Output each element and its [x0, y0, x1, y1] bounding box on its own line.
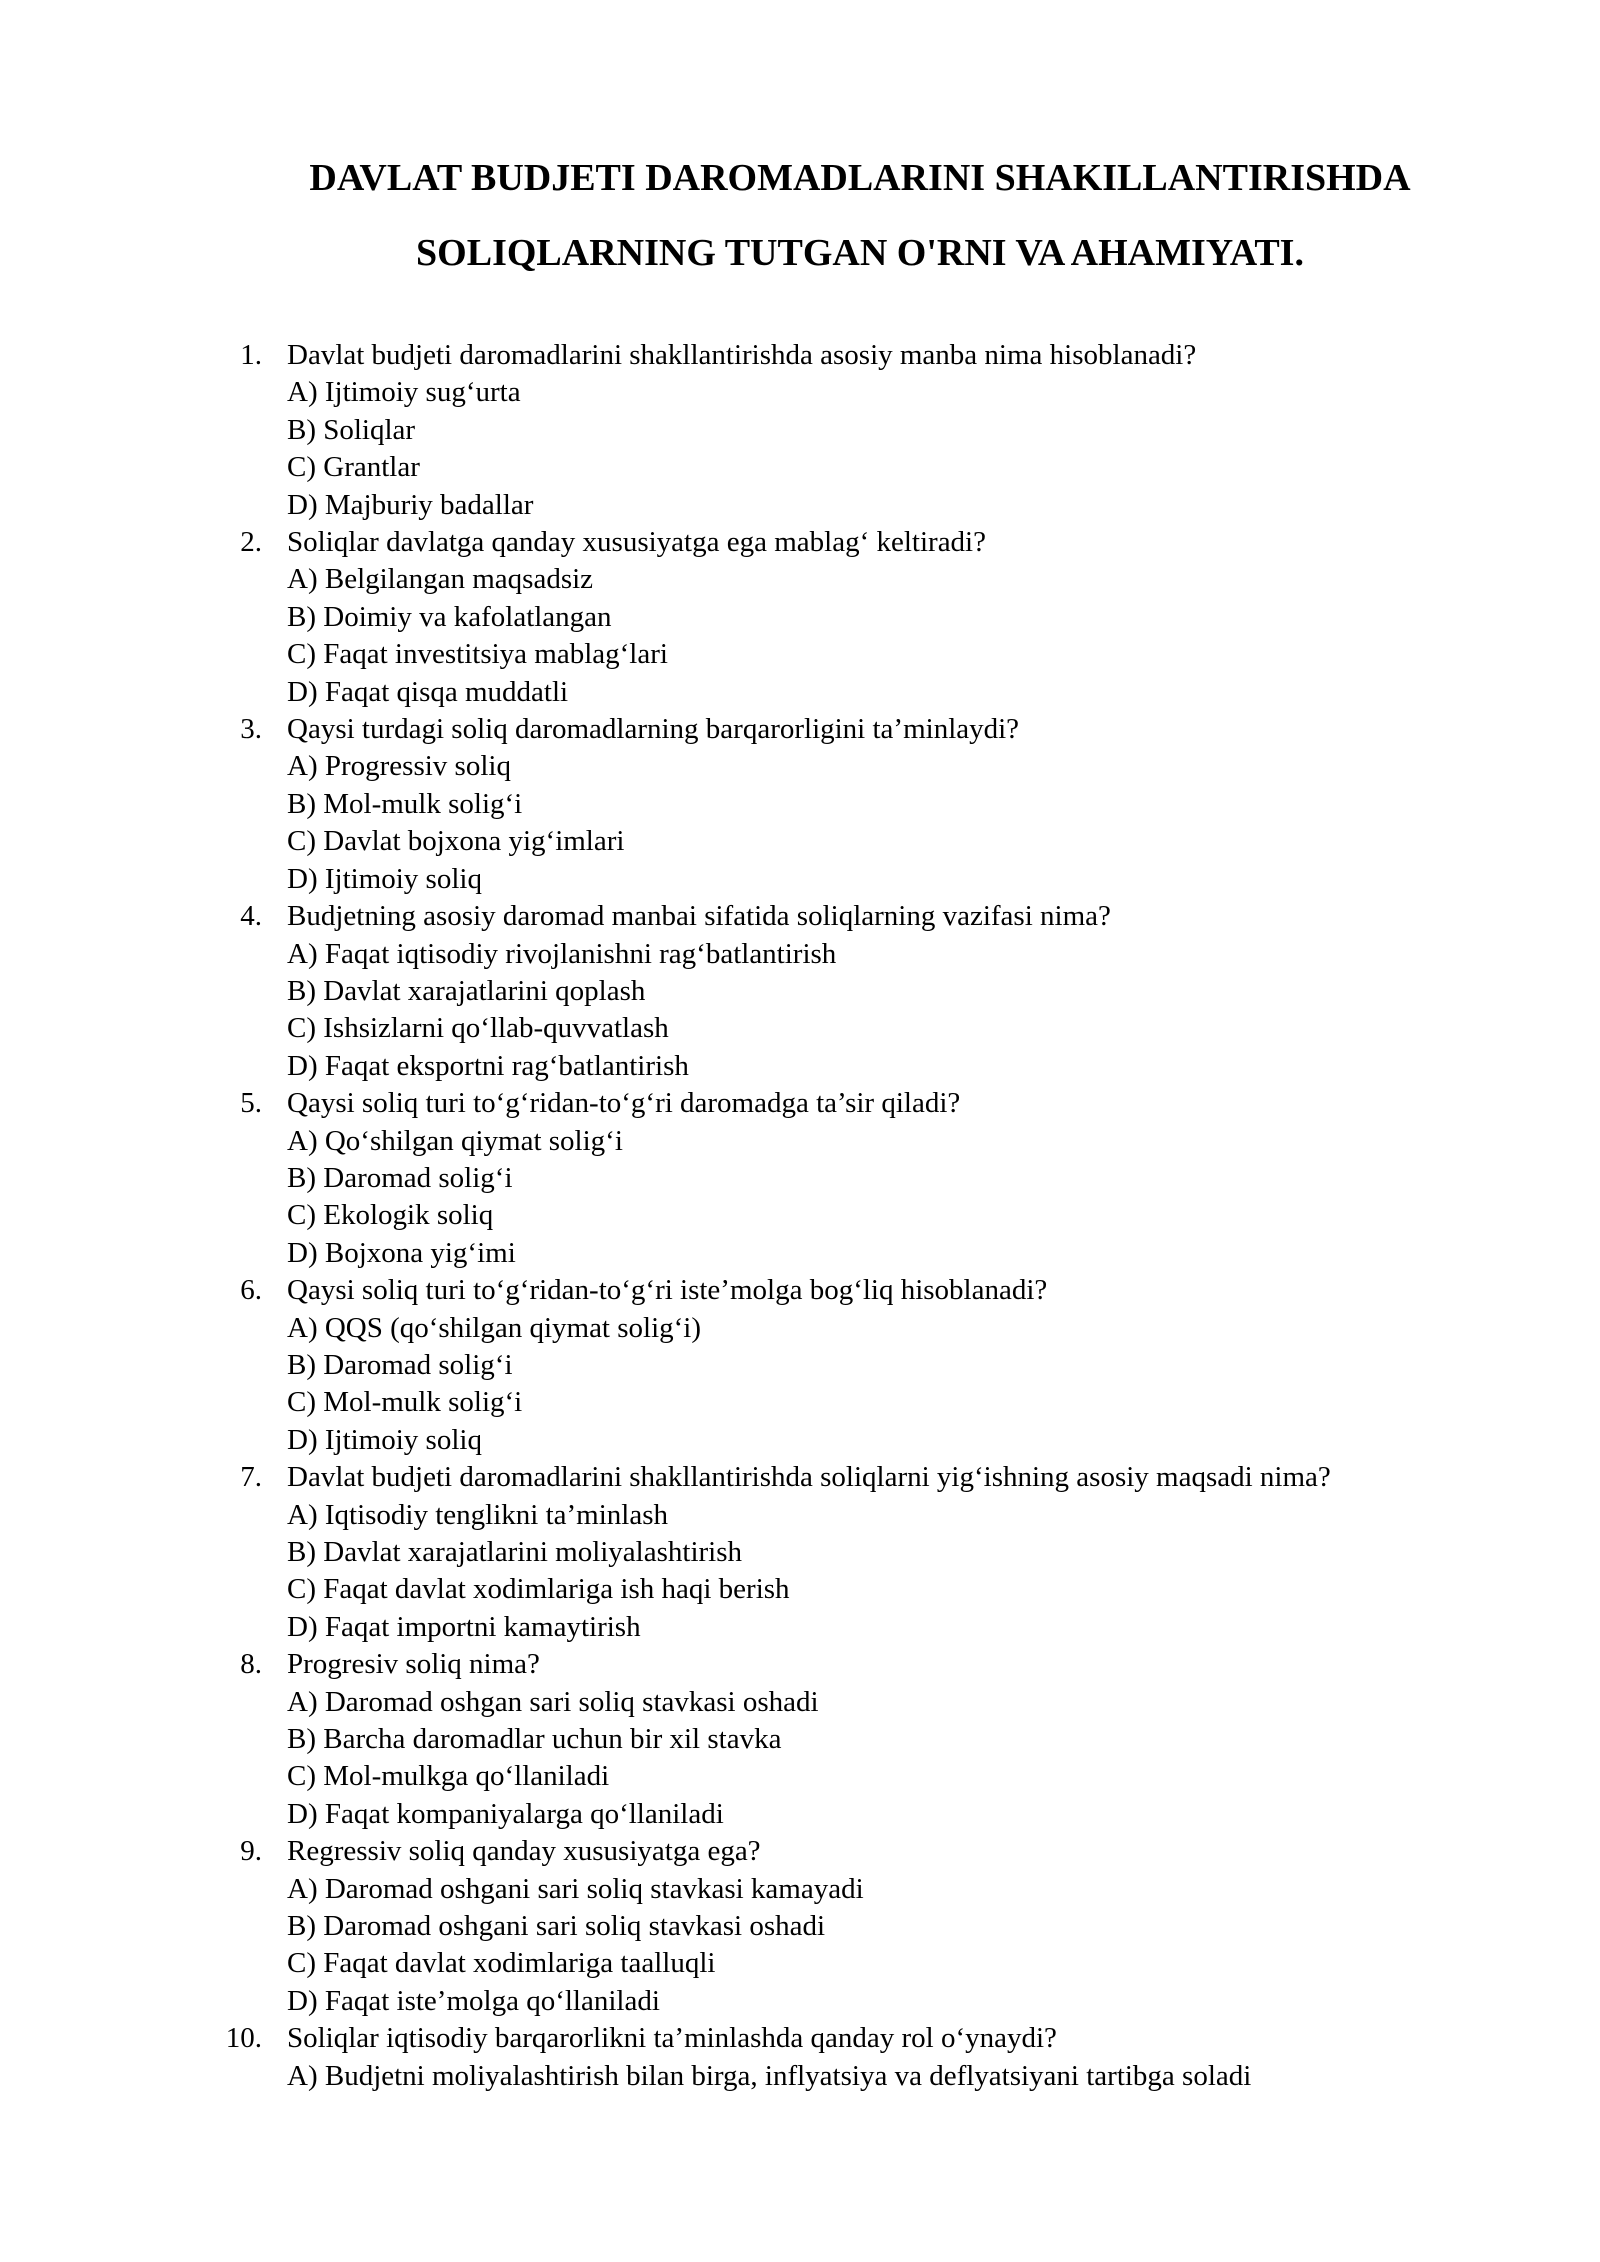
question-text: Qaysi turdagi soliq daromadlarning barqarorligini ta’minlaydi? — [287, 713, 1020, 746]
answer-option: C) Davlat bojxona yig‘imlari — [287, 825, 625, 858]
answer-option: A) Progressiv soliq — [287, 750, 511, 783]
question-text: Regressiv soliq qanday xususiyatga ega? — [287, 1835, 761, 1868]
answer-option: D) Faqat eksportni rag‘batlantirish — [287, 1049, 689, 1082]
question-number: 1. — [240, 339, 262, 371]
answer-option: A) Daromad oshgan sari soliq stavkasi oshadi — [287, 1685, 819, 1718]
question-item — [0, 1272, 1600, 1459]
answer-option: B) Mol-mulk solig‘i — [287, 787, 523, 820]
answer-option: C) Grantlar — [287, 451, 420, 484]
question-number: 2. — [240, 526, 262, 559]
question-item — [0, 2020, 1600, 2095]
document-title-line-2: SOLIQLARNING TUTGAN O'RNI VA AHAMIYATI. — [416, 232, 1304, 274]
answer-option: B) Davlat xarajatlarini moliyalashtirish — [287, 1536, 743, 1568]
question-text: Davlat budjeti daromadlarini shakllantirishda soliqlarni yig‘ishning asosiy maqsadi nima? — [287, 1461, 1331, 1494]
answer-option: C) Ekologik soliq — [287, 1199, 494, 1232]
answer-option: B) Daromad solig‘i — [287, 1348, 513, 1381]
answer-option: D) Faqat importni kamaytirish — [287, 1610, 641, 1643]
answer-option: D) Bojxona yig‘imi — [287, 1236, 516, 1269]
answer-option: B) Soliqlar — [287, 413, 416, 446]
question-text: Qaysi soliq turi to‘g‘ridan-to‘g‘ri iste’molga bog‘liq hisoblanadi? — [287, 1274, 1048, 1307]
answer-option: D) Faqat kompaniyalarga qo‘llaniladi — [287, 1797, 724, 1830]
question-item — [0, 1646, 1600, 1833]
answer-option: A) Daromad oshgani sari soliq stavkasi kamayadi — [287, 1872, 864, 1905]
question-text: Soliqlar davlatga qanday xususiyatga ega mablag‘ keltiradi? — [287, 526, 986, 559]
question-item — [0, 524, 1600, 711]
answer-option: A) Iqtisodiy tenglikni ta’minlash — [287, 1498, 668, 1531]
question-item — [0, 1833, 1600, 2020]
answer-option: B) Barcha daromadlar uchun bir xil stavka — [287, 1723, 782, 1756]
answer-option: C) Faqat davlat xodimlariga taalluqli — [287, 1947, 716, 1980]
question-number: 7. — [240, 1461, 262, 1494]
question-text: Qaysi soliq turi to‘g‘ridan-to‘g‘ri daromadga ta’sir qiladi? — [287, 1087, 961, 1120]
answer-option: D) Majburiy badallar — [287, 488, 534, 521]
question-text: Davlat budjeti daromadlarini shakllantirishda asosiy manba nima hisoblanadi? — [287, 339, 1197, 371]
question-text: Progresiv soliq nima? — [287, 1648, 540, 1681]
question-number: 10. — [225, 2022, 262, 2055]
question-item — [0, 711, 1600, 898]
question-number: 5. — [240, 1087, 262, 1120]
question-number: 4. — [240, 900, 262, 933]
answer-option: A) Qo‘shilgan qiymat solig‘i — [287, 1124, 623, 1157]
question-text: Budjetning asosiy daromad manbai sifatida soliqlarning vazifasi nima? — [287, 900, 1111, 933]
question-list — [0, 337, 1600, 2095]
answer-option: D) Ijtimoiy soliq — [287, 862, 482, 895]
question-text: Soliqlar iqtisodiy barqarorlikni ta’minlashda qanday rol o‘ynaydi? — [287, 2022, 1057, 2055]
answer-option: C) Ishsizlarni qo‘llab-quvvatlash — [287, 1012, 669, 1045]
answer-option: B) Doimiy va kafolatlangan — [287, 600, 612, 633]
document-title-line-1: DAVLAT BUDJETI DAROMADLARINI SHAKILLANTIRISHDA — [309, 157, 1411, 199]
question-number: 9. — [240, 1835, 262, 1868]
answer-option: B) Davlat xarajatlarini qoplash — [287, 974, 646, 1007]
question-item — [0, 337, 1600, 524]
answer-option: C) Faqat davlat xodimlariga ish haqi berish — [287, 1573, 790, 1606]
answer-option: A) Ijtimoiy sug‘urta — [287, 376, 521, 409]
question-item — [0, 1085, 1600, 1272]
answer-option: A) Budjetni moliyalashtirish bilan birga, inflyatsiya va deflyatsiyani tartibga soladi — [287, 2059, 1252, 2092]
answer-option: C) Faqat investitsiya mablag‘lari — [287, 638, 668, 671]
answer-option: B) Daromad solig‘i — [287, 1161, 513, 1194]
answer-option: C) Mol-mulk solig‘i — [287, 1386, 523, 1419]
answer-option: D) Faqat iste’molga qo‘llaniladi — [287, 1984, 660, 2017]
answer-option: A) Belgilangan maqsadsiz — [287, 563, 594, 596]
question-number: 8. — [240, 1648, 262, 1681]
question-number: 3. — [240, 713, 262, 746]
answer-option: D) Ijtimoiy soliq — [287, 1423, 482, 1456]
question-number: 6. — [240, 1274, 262, 1307]
answer-option: D) Faqat qisqa muddatli — [287, 675, 569, 708]
question-item — [0, 898, 1600, 1085]
answer-option: B) Daromad oshgani sari soliq stavkasi oshadi — [287, 1910, 826, 1943]
answer-option: C) Mol-mulkga qo‘llaniladi — [287, 1760, 610, 1793]
answer-option: A) Faqat iqtisodiy rivojlanishni rag‘batlantirish — [287, 937, 837, 970]
question-item — [0, 1459, 1600, 1646]
answer-option: A) QQS (qo‘shilgan qiymat solig‘i) — [287, 1311, 702, 1344]
